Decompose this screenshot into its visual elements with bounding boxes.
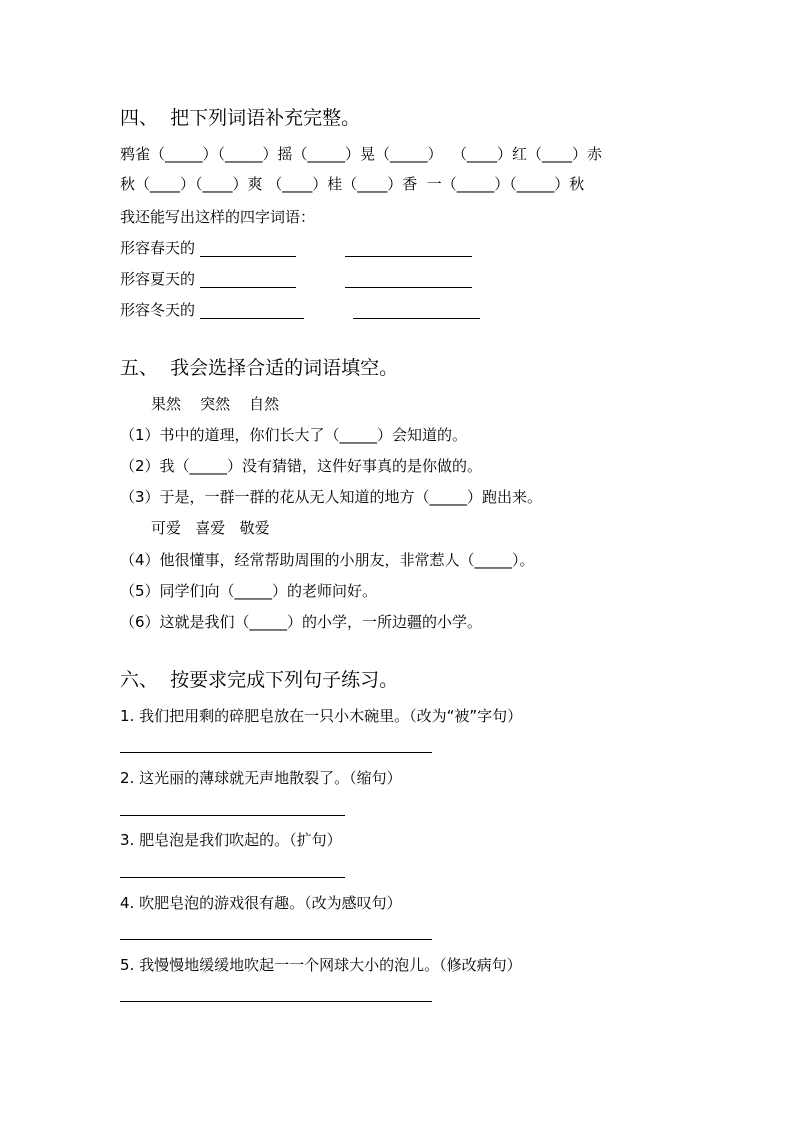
summer-answer-line-2[interactable] [345,287,472,288]
spring-answer-line-2[interactable] [345,256,472,257]
spring-label: 形容春天的 [120,239,196,257]
winter-label: 形容冬天的 [120,301,196,319]
section5-item4: （4）他很懂事，经常帮助周围的小朋友，非常惹人（_____）。 [120,551,535,569]
section6-heading: 六、 按要求完成下列句子练习。 [120,669,399,691]
section6-q5: 5. 我慢慢地缓缓地吹起一一个网球大小的泡儿。（修改病句） [120,956,522,974]
section4-row2: 秋（____）（____）爽 （____）桂（____）香 一（_____）（_____）秋 [120,175,585,193]
section5-item6: （6）这就是我们（_____）的小学，一所边疆的小学。 [120,613,483,631]
section5-item1: （1）书中的道理，你们长大了（_____）会知道的。 [120,426,468,444]
section6-q1: 1. 我们把用剩的碎肥皂放在一只小木碗里。（改为“被”字句） [120,707,523,725]
section5-item2: （2）我（_____）没有猜错，这件好事真的是你做的。 [120,457,483,475]
word-choices-a: 果然 突然 自然 [151,395,280,413]
winter-answer-line-2[interactable] [353,318,480,319]
section4-prompt: 我还能写出这样的四字词语： [120,208,316,226]
summer-label: 形容夏天的 [120,270,196,288]
section6-q2: 2. 这光丽的薄球就无声地散裂了。（缩句） [120,769,402,787]
section5-heading: 五、 我会选择合适的词语填空。 [120,357,399,379]
spring-answer-line-1[interactable] [200,256,296,257]
q2-answer-line[interactable] [120,815,345,816]
section5-item3: （3）于是，一群一群的花从无人知道的地方（_____）跑出来。 [120,488,543,506]
section4-heading: 四、 把下列词语补充完整。 [120,107,361,129]
section6-q3: 3. 肥皂泡是我们吹起的。（扩句） [120,831,342,849]
word-choices-b: 可爱 喜爱 敬爱 [151,519,270,537]
q5-answer-line[interactable] [120,1001,432,1002]
q4-answer-line[interactable] [120,939,432,940]
section4-row1: 鸦雀（_____）（_____）摇（_____）晃（_____） （____）红（____）赤 [120,145,603,163]
winter-answer-line-1[interactable] [200,318,304,319]
q1-answer-line[interactable] [120,752,432,753]
section6-q4: 4. 吹肥皂泡的游戏很有趣。（改为感叹句） [120,894,402,912]
section5-item5: （5）同学们向（_____）的老师问好。 [120,582,378,600]
q3-answer-line[interactable] [120,877,345,878]
summer-answer-line-1[interactable] [200,287,296,288]
